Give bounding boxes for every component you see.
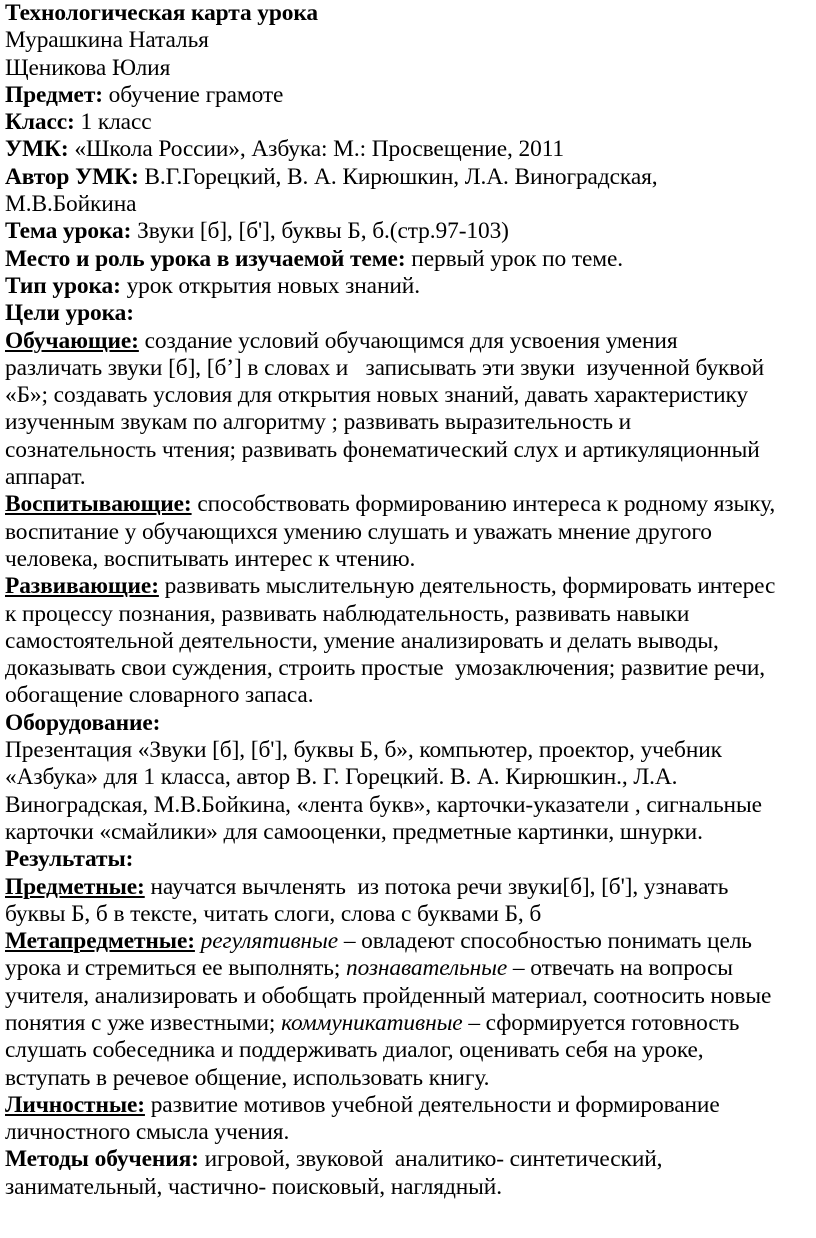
field-label: Тип урока: (5, 272, 121, 299)
grade-field (5, 109, 815, 136)
author-name: Мурашкина Наталья (5, 27, 209, 54)
paragraph-line: самостоятельной деятельности, умение анализировать и делать выводы, (5, 627, 719, 654)
field-value: «Школа России», Азбука: М.: Просвещение, 2011 (68, 136, 565, 163)
field-value: 1 класс (74, 109, 152, 136)
field-label: Методы обучения: (5, 1146, 199, 1173)
section-label: Личностные: (5, 1091, 145, 1118)
field-value: обучение грамоте (102, 81, 284, 108)
umk-author-continuation: М.В.Бойкина (5, 191, 137, 218)
personal-results: Личностные: развитие мотивов учебной деятельности и формирование (5, 1091, 720, 1118)
methods-field: Методы обучения: игровой, звуковой аналитико- синтетический, (5, 1146, 663, 1173)
paragraph-line: занимательный, частично- поисковый, наглядный. (5, 1173, 502, 1200)
lesson-type-field (5, 273, 815, 300)
paragraph-line: вступать в речевое общение, использовать книгу. (5, 1064, 490, 1091)
paragraph-line: к процессу познания, развивать наблюдательность, развивать навыки (5, 600, 690, 627)
paragraph-line: изученным звукам по алгоритму ; развивать выразительность и (5, 409, 632, 436)
field-label: УМК: (5, 136, 69, 163)
paragraph-line: доказывать свои суждения, строить простые умозаключения; развитие речи, (5, 655, 766, 682)
paragraph-line: урока и стремиться ее выполнять; познавательные – отвечать на вопросы (5, 955, 733, 982)
place-field (5, 246, 815, 273)
field-value: первый урок по теме. (405, 245, 623, 272)
paragraph-line: «Б»; создавать условия для открытия новых знаний, давать характеристику (5, 382, 749, 409)
developing-goals: Развивающие: развивать мыслительную деятельность, формировать интерес (5, 573, 776, 600)
paragraph-line: воспитание у обучающихся умению слушать и уважать мнение другого (5, 518, 712, 545)
umk-author-field (5, 164, 815, 191)
section-label: Воспитывающие: (5, 491, 192, 518)
umk-field (5, 136, 815, 163)
field-value: урок открытия новых знаний. (120, 272, 420, 299)
paragraph-line: человека, воспитывать интерес к чтению. (5, 545, 416, 572)
paragraph-line: аппарат. (5, 464, 86, 491)
field-label: Класс: (5, 109, 75, 136)
subject-results: Предметные: научатся вычленять из потока речи звуки[б], [б'], узнавать (5, 873, 729, 900)
subject-field (5, 82, 815, 109)
paragraph-line: сознательность чтения; развивать фонематический слух и артикуляционный (5, 436, 760, 463)
results-heading: Результаты: (5, 846, 134, 873)
paragraph-line: «Азбука» для 1 класса, автор В. Г. Горецкий. В. А. Кирюшкин., Л.А. (5, 764, 678, 791)
goals-heading: Цели урока: (5, 300, 134, 327)
field-value: В.Г.Горецкий, В. А. Кирюшкин, Л.А. Виноградская, (138, 163, 658, 190)
upbringing-goals: Воспитывающие: способствовать формированию интереса к родному языку, (5, 491, 776, 518)
paragraph-line: понятия с уже известными; коммуникативные – сформируется готовность (5, 1009, 740, 1036)
paragraph-line: личностного смысла учения. (5, 1119, 290, 1146)
author-name: Щеникова Юлия (5, 54, 171, 81)
paragraph-line: обогащение словарного запаса. (5, 682, 314, 709)
field-label: Автор УМК: (5, 163, 139, 190)
paragraph-line: карточки «смайлики» для самооценки, предметные картинки, шнурки. (5, 818, 703, 845)
paragraph-line: Презентация «Звуки [б], [б'], буквы Б, б», компьютер, проектор, учебник (5, 737, 722, 764)
paragraph-line: различать звуки [б], [б’] в словах и записывать эти звуки изученной буквой (5, 354, 765, 381)
section-label: Предметные: (5, 873, 145, 900)
paragraph-line: Виноградская, М.В.Бойкина, «лента букв», карточки-указатели , сигнальные (5, 791, 762, 818)
meta-results: Метапредметные: регулятивные – овладеют способностью понимать цель (5, 928, 752, 955)
paragraph-line: буквы Б, б в тексте, читать слоги, слова с буквами Б, б (5, 900, 542, 927)
paragraph-line: учителя, анализировать и обобщать пройденный материал, соотносить новые (5, 982, 772, 1009)
field-label: Предмет: (5, 81, 103, 108)
lesson-plan-document (5, 0, 815, 1201)
paragraph-line: слушать собеседника и поддерживать диалог, оценивать себя на уроке, (5, 1037, 704, 1064)
educational-goals: Обучающие: создание условий обучающимся для усвоения умения (5, 327, 678, 354)
document-title: Технологическая карта урока (5, 0, 319, 26)
field-label: Место и роль урока в изучаемой теме: (5, 245, 406, 272)
topic-field (5, 218, 815, 245)
section-label: Развивающие: (5, 573, 159, 600)
section-label: Обучающие: (5, 327, 139, 354)
field-label: Тема урока: (5, 218, 132, 245)
field-value: Звуки [б], [б'], буквы Б, б.(стр.97-103) (131, 218, 509, 245)
section-label: Метапредметные: (5, 928, 195, 955)
equipment-heading: Оборудование: (5, 709, 161, 736)
